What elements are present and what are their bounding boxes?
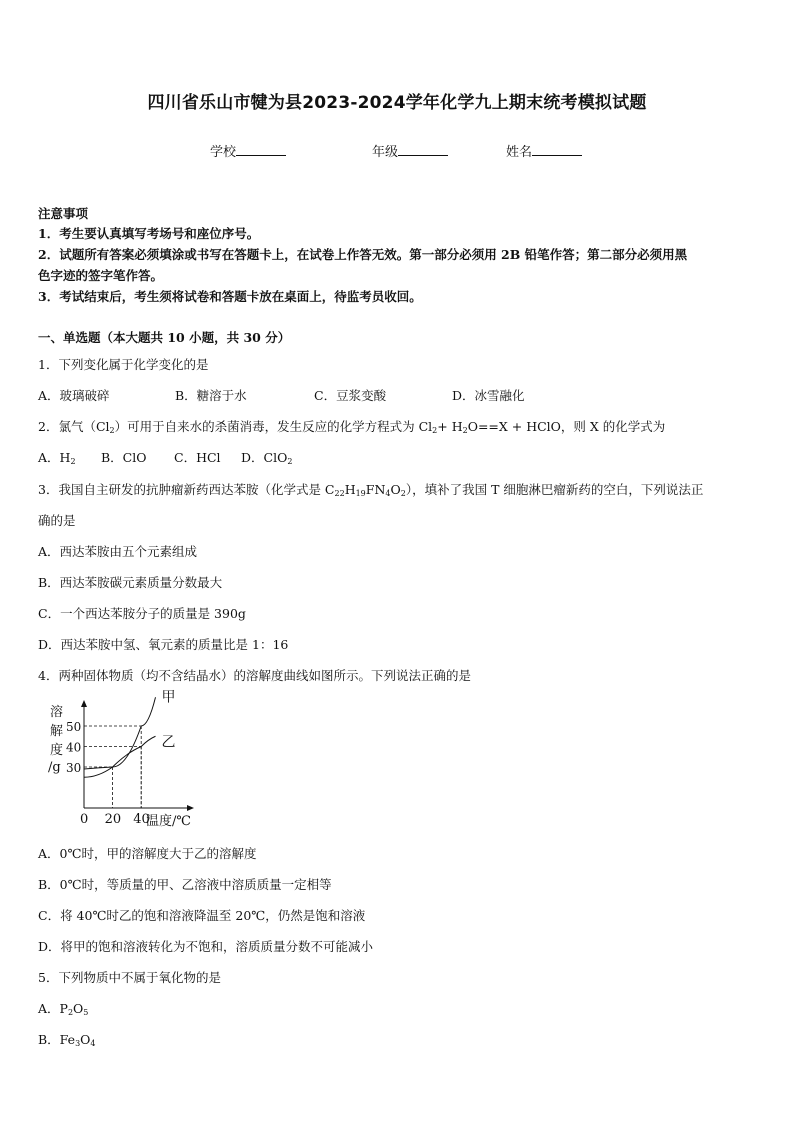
q2-option: D．ClO$_2$ <box>241 450 293 466</box>
q3-option: B．西达苯胺碳元素质量分数最大 <box>38 575 223 590</box>
q1-option: C．豆浆变酸 <box>314 388 387 403</box>
x-axis-arrow <box>187 805 194 811</box>
q1-option: D．冰雪融化 <box>452 388 525 403</box>
page-title: 四川省乐山市犍为县2023-2024学年化学九上期末统考模拟试题 <box>147 93 647 113</box>
q2-option: C．HCl <box>174 450 221 465</box>
q1-option: B．糖溶于水 <box>175 388 247 403</box>
grade-field[interactable] <box>372 141 448 160</box>
name-blank <box>532 143 582 156</box>
y-tick-label: 40 <box>66 740 82 755</box>
q4-option: C．将 40℃时乙的饱和溶液降温至 20℃，仍然是饱和溶液 <box>38 908 366 923</box>
q4-stem: 4．两种固体物质（均不含结晶水）的溶解度曲线如图所示。下列说法正确的是 <box>38 668 471 683</box>
notice-heading: 注意事项 <box>38 206 89 221</box>
q3-stem-cont: 确的是 <box>38 513 76 528</box>
series-label: 乙 <box>161 734 176 751</box>
q3-option: D．西达苯胺中氢、氧元素的质量比是 1：16 <box>38 637 289 652</box>
q3-option: A．西达苯胺由五个元素组成 <box>38 544 198 559</box>
q4-option: D．将甲的饱和溶液转化为不饱和，溶质质量分数不可能减小 <box>38 939 374 954</box>
y-axis-label-char: 解 <box>50 724 64 739</box>
y-axis-arrow <box>81 700 87 707</box>
x-axis-label: 温度/℃ <box>146 814 191 829</box>
school-label: 学校 <box>210 145 237 160</box>
q4-option: B．0℃时，等质量的甲、乙溶液中溶质质量一定相等 <box>38 877 332 892</box>
grade-label: 年级 <box>372 145 399 160</box>
q4-option: A．0℃时，甲的溶解度大于乙的溶解度 <box>38 846 257 861</box>
name-field[interactable] <box>506 141 582 160</box>
y-tick-label: 50 <box>66 720 82 734</box>
school-blank <box>236 143 286 156</box>
q2-stem: 2．氯气$(Cl_2)$可用于自来水的杀菌消毒，发生反应的化学方程式为 $Cl_2+ H_2O==X$ + HClO，则 X 的化学式为 <box>38 419 666 435</box>
y-tick-label: 30 <box>66 761 82 775</box>
q2-option: A．$H_2$ <box>38 450 76 466</box>
q2-option: B．ClO <box>101 450 147 465</box>
y-axis-label-char: /g <box>48 760 61 775</box>
q3-option: C．一个西达苯胺分子的质量是 390g <box>38 606 246 621</box>
q3-stem: 3．我国自主研发的抗肿瘤新药西达苯胺（化学式是 $C_{22}H_{19}FN_4O_2$），填补了我国 T 细胞淋巴瘤新药的空白，下列说法正 <box>38 482 704 498</box>
notice-item: 1．考生要认真填写考场号和座位序号。 <box>38 226 260 241</box>
x-tick-label: 40 <box>133 812 150 827</box>
solubility-chart <box>40 689 220 830</box>
notice-item: 色字迹的签字笔作答。 <box>38 268 164 283</box>
series-line-jia <box>84 697 156 777</box>
name-label: 姓名 <box>506 145 533 160</box>
y-axis-label-char: 溶 <box>50 705 64 720</box>
section-heading: 一、单选题（本大题共 10 小题，共 30 分） <box>38 330 291 345</box>
school-field[interactable] <box>210 141 286 160</box>
q5-option: A．$P_2O_5$ <box>38 1001 89 1017</box>
notice-item: 2．试题所有答案必须填涂或书写在答题卡上，在试卷上作答无效。第一部分必须用 2B 铅笔作答；第二部分必须用黑 <box>38 247 688 262</box>
q1-option: A．玻璃破碎 <box>38 388 110 403</box>
notice-item: 3．考试结束后，考生须将试卷和答题卡放在桌面上，待监考员收回。 <box>38 289 422 304</box>
q5-option: B．$Fe_3O_4$ <box>38 1032 96 1048</box>
x-tick-label: 20 <box>104 812 122 827</box>
q5-stem: 5．下列物质中不属于氧化物的是 <box>38 970 221 985</box>
x-tick-label: 0 <box>80 812 89 827</box>
q1-stem: 1．下列变化属于化学变化的是 <box>38 357 209 372</box>
series-label: 甲 <box>161 689 176 706</box>
grade-blank <box>398 143 448 156</box>
y-axis-label-char: 度 <box>50 743 64 758</box>
